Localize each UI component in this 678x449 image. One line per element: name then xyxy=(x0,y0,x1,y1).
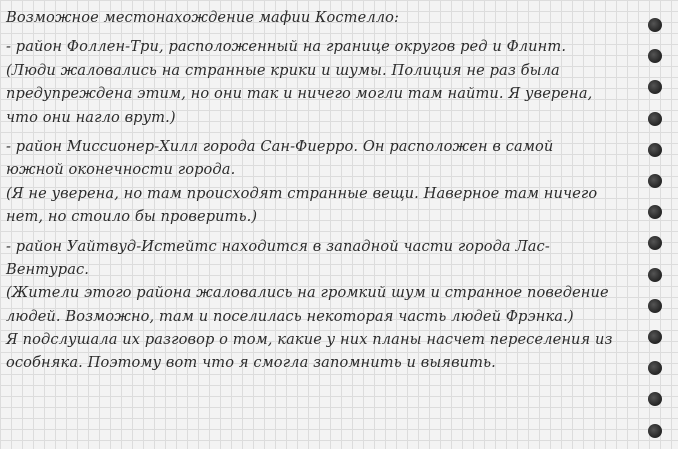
note-line: особняка. Поэтому вот что я смогла запомнить и выявить. xyxy=(6,354,496,372)
note-line: (Я не уверена, но там происходят странные вещи. Наверное там ничего xyxy=(6,184,598,202)
binding-hole-icon xyxy=(648,268,662,282)
note-line: нет, но стоило бы проверить.) xyxy=(6,208,258,226)
note-line: (Люди жаловались на странные крики и шумы. Полиция не раз была xyxy=(6,61,560,79)
note-line: - район Фоллен-Три, расположенный на границе округов ред и Флинт. xyxy=(6,38,567,56)
note-line: что они нагло врут.) xyxy=(6,108,176,126)
binding-hole-icon xyxy=(648,424,662,438)
binding-hole-icon xyxy=(648,392,662,406)
binding-hole-icon xyxy=(648,236,662,250)
note-line: предупреждена этим, но они так и ничего могли там найти. Я уверена, xyxy=(6,85,593,103)
binding-hole-icon xyxy=(648,18,662,32)
binding-hole-icon xyxy=(648,112,662,126)
binding-hole-icon xyxy=(648,80,662,94)
binding-hole-icon xyxy=(648,205,662,219)
binding-hole-icon xyxy=(648,174,662,188)
note-line: людей. Возможно, там и поселилась некоторая часть людей Фрэнка.) xyxy=(6,307,574,325)
binding-hole-icon xyxy=(648,299,662,313)
note-line: (Жители этого района жаловались на громкий шум и странное поведение xyxy=(6,284,609,302)
note-line: Я подслушала их разговор о том, какие у них планы насчет переселения из xyxy=(6,331,613,349)
note-text xyxy=(6,6,636,375)
note-line: южной оконечности города. xyxy=(6,161,236,179)
note-line: Вентурас. xyxy=(6,260,90,278)
note-line: - район Уайтвуд-Истейтс находится в западной части города Лас- xyxy=(6,237,550,255)
binding-hole-icon xyxy=(648,143,662,157)
note-line: - район Миссионер-Хилл города Сан-Фиерро. Он расположен в самой xyxy=(6,137,554,155)
binding-hole-icon xyxy=(648,361,662,375)
binding-hole-icon xyxy=(648,49,662,63)
binding-hole-icon xyxy=(648,330,662,344)
note-heading: Возможное местонахождение мафии Костелло: xyxy=(6,9,400,26)
binding-holes xyxy=(634,0,678,449)
